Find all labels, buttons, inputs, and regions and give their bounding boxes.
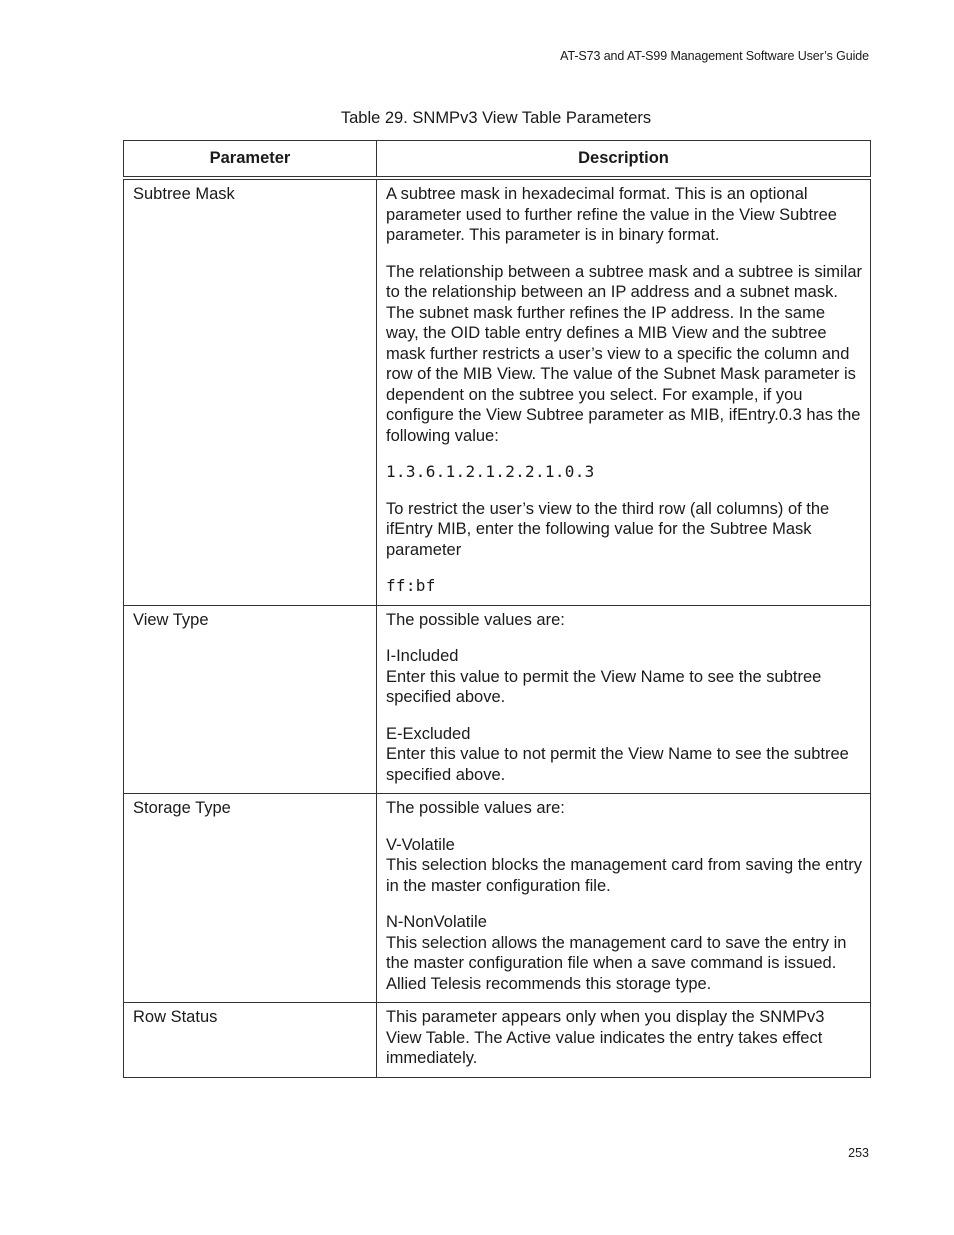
option-name: N-NonVolatile	[386, 913, 487, 931]
description-intro: The possible values are:	[386, 610, 565, 629]
description-paragraph: The relationship between a subtree mask and a subtree is similar to the relationship between an IP address and a subnet mask. The subnet mask further refines the IP address. In the same way, the OID table entry defines a MIB View and the subtree mask further restricts a user’s view to a specific the column and row of the MIB View. The value of the Subnet Mask parameter is dependent on the subtree you select. For example, if you configure the View Subtree parameter as MIB, ifEntry.0.3 has the following value:	[386, 262, 862, 445]
option-block	[386, 835, 862, 897]
table-header-row	[124, 141, 871, 179]
option-block	[386, 912, 862, 994]
option-name: I-Included	[386, 647, 459, 665]
table-row	[124, 1003, 871, 1078]
oid-example-value: 1.3.6.1.2.1.2.2.1.0.3	[386, 462, 595, 481]
mask-example-value: ff:bf	[386, 576, 436, 595]
parameter-cell: Storage Type	[124, 794, 377, 1003]
parameter-cell: Row Status	[124, 1003, 377, 1078]
table-row	[124, 794, 871, 1003]
option-text: This selection blocks the management card from saving the entry in the master configuration file.	[386, 856, 862, 895]
description-intro: The possible values are:	[386, 799, 565, 817]
description-cell	[377, 178, 871, 605]
description-paragraph: A subtree mask in hexadecimal format. This is an optional parameter used to further refine the value in the View Subtree parameter. This parameter is in binary format.	[386, 185, 837, 244]
option-block	[386, 724, 862, 786]
parameters-table	[123, 140, 871, 1078]
option-text: Enter this value to not permit the View Name to see the subtree specified above.	[386, 745, 849, 784]
option-block	[386, 646, 862, 708]
option-text: Enter this value to permit the View Name to see the subtree specified above.	[386, 667, 822, 706]
table-caption: Table 29. SNMPv3 View Table Parameters	[340, 109, 652, 127]
description-cell	[377, 1003, 871, 1078]
parameter-cell: View Type	[124, 605, 377, 794]
option-name: V-Volatile	[386, 835, 455, 854]
page-number: 253	[848, 1146, 869, 1160]
running-header: AT-S73 and AT-S99 Management Software User’s Guide	[560, 49, 869, 63]
table-row	[124, 605, 871, 794]
table-row	[124, 178, 871, 605]
description-cell	[377, 794, 871, 1003]
option-text: This selection allows the management card to save the entry in the master configuration file when a save command is issued. Allied Telesis recommends this storage type.	[386, 933, 847, 993]
option-name: E-Excluded	[386, 724, 471, 743]
parameter-cell: Subtree Mask	[124, 178, 377, 605]
column-header-description: Description	[377, 141, 871, 179]
description-paragraph: This parameter appears only when you display the SNMPv3 View Table. The Active value indicates the entry takes effect immediately.	[386, 1008, 825, 1067]
column-header-parameter: Parameter	[124, 141, 377, 179]
description-cell	[377, 605, 871, 794]
description-paragraph: To restrict the user’s view to the third row (all columns) of the ifEntry MIB, enter the following value for the Subtree Mask parameter	[386, 499, 830, 559]
